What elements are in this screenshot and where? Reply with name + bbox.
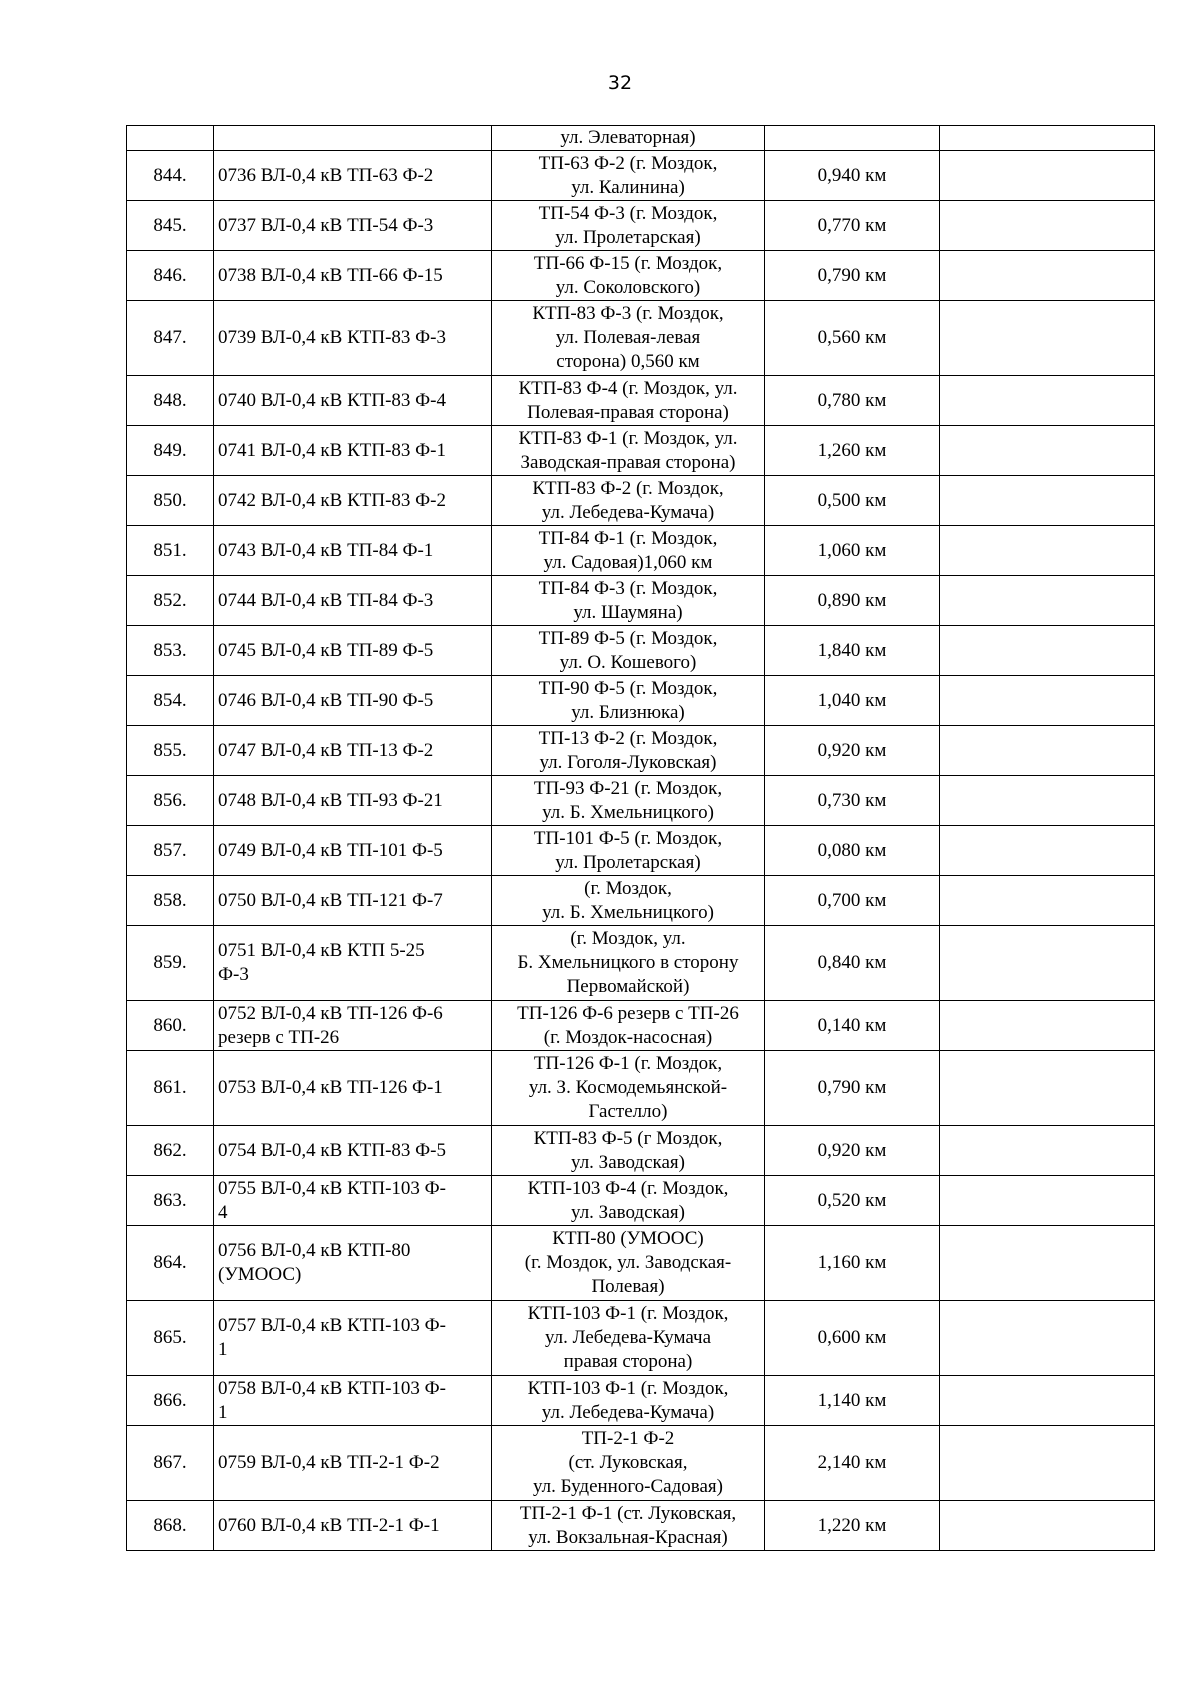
note-cell bbox=[940, 301, 1155, 376]
object-name-cell: 0756 ВЛ-0,4 кВ КТП-80 (УМООС) bbox=[214, 1226, 492, 1301]
location-cell: ул. Элеваторная) bbox=[492, 126, 765, 151]
object-name-cell: 0753 ВЛ-0,4 кВ ТП-126 Ф-1 bbox=[214, 1051, 492, 1126]
object-name-cell: 0754 ВЛ-0,4 кВ КТП-83 Ф-5 bbox=[214, 1126, 492, 1176]
length-cell: 0,080 км bbox=[765, 826, 940, 876]
table-row bbox=[127, 776, 1155, 826]
row-number-cell: 860. bbox=[127, 1001, 214, 1051]
location-cell: КТП-103 Ф-1 (г. Моздок, ул. Лебедева-Кумача) bbox=[492, 1376, 765, 1426]
length-cell: 0,700 км bbox=[765, 876, 940, 926]
row-number-cell: 864. bbox=[127, 1226, 214, 1301]
row-number-cell: 847. bbox=[127, 301, 214, 376]
note-cell bbox=[940, 1051, 1155, 1126]
note-cell bbox=[940, 1176, 1155, 1226]
object-name-cell: 0755 ВЛ-0,4 кВ КТП-103 Ф- 4 bbox=[214, 1176, 492, 1226]
object-name-cell: 0750 ВЛ-0,4 кВ ТП-121 Ф-7 bbox=[214, 876, 492, 926]
row-number-cell: 856. bbox=[127, 776, 214, 826]
note-cell bbox=[940, 926, 1155, 1001]
length-cell: 0,140 км bbox=[765, 1001, 940, 1051]
row-number-cell: 854. bbox=[127, 676, 214, 726]
table-row bbox=[127, 476, 1155, 526]
object-name-cell: 0759 ВЛ-0,4 кВ ТП-2-1 Ф-2 bbox=[214, 1426, 492, 1501]
length-cell: 0,840 км bbox=[765, 926, 940, 1001]
row-number-cell: 863. bbox=[127, 1176, 214, 1226]
row-number-cell: 866. bbox=[127, 1376, 214, 1426]
location-cell: КТП-83 Ф-3 (г. Моздок, ул. Полевая-левая сторона) 0,560 км bbox=[492, 301, 765, 376]
object-name-cell: 0737 ВЛ-0,4 кВ ТП-54 Ф-3 bbox=[214, 201, 492, 251]
note-cell bbox=[940, 776, 1155, 826]
row-number-cell: 849. bbox=[127, 426, 214, 476]
location-cell: ТП-66 Ф-15 (г. Моздок, ул. Соколовского) bbox=[492, 251, 765, 301]
location-cell: КТП-83 Ф-4 (г. Моздок, ул. Полевая-правая сторона) bbox=[492, 376, 765, 426]
note-cell bbox=[940, 251, 1155, 301]
location-cell: ТП-13 Ф-2 (г. Моздок, ул. Гоголя-Луковская) bbox=[492, 726, 765, 776]
object-name-cell: 0743 ВЛ-0,4 кВ ТП-84 Ф-1 bbox=[214, 526, 492, 576]
length-cell: 1,220 км bbox=[765, 1501, 940, 1551]
table-row bbox=[127, 676, 1155, 726]
location-cell: ТП-126 Ф-6 резерв с ТП-26 (г. Моздок-насосная) bbox=[492, 1001, 765, 1051]
table-row bbox=[127, 1051, 1155, 1126]
row-number-cell bbox=[127, 126, 214, 151]
table-row bbox=[127, 1376, 1155, 1426]
length-cell: 0,560 км bbox=[765, 301, 940, 376]
table-body bbox=[127, 126, 1155, 1551]
location-cell: (г. Моздок, ул. Б. Хмельницкого в сторону Первомайской) bbox=[492, 926, 765, 1001]
row-number-cell: 848. bbox=[127, 376, 214, 426]
table-row bbox=[127, 1176, 1155, 1226]
table-row bbox=[127, 626, 1155, 676]
object-name-cell: 0747 ВЛ-0,4 кВ ТП-13 Ф-2 bbox=[214, 726, 492, 776]
object-name-cell: 0760 ВЛ-0,4 кВ ТП-2-1 Ф-1 bbox=[214, 1501, 492, 1551]
object-name-cell: 0749 ВЛ-0,4 кВ ТП-101 Ф-5 bbox=[214, 826, 492, 876]
row-number-cell: 857. bbox=[127, 826, 214, 876]
table-row bbox=[127, 1301, 1155, 1376]
row-number-cell: 851. bbox=[127, 526, 214, 576]
object-name-cell bbox=[214, 126, 492, 151]
note-cell bbox=[940, 201, 1155, 251]
note-cell bbox=[940, 1226, 1155, 1301]
table-row bbox=[127, 876, 1155, 926]
note-cell bbox=[940, 476, 1155, 526]
object-name-cell: 0758 ВЛ-0,4 кВ КТП-103 Ф- 1 bbox=[214, 1376, 492, 1426]
row-number-cell: 859. bbox=[127, 926, 214, 1001]
location-cell: (г. Моздок, ул. Б. Хмельницкого) bbox=[492, 876, 765, 926]
row-number-cell: 867. bbox=[127, 1426, 214, 1501]
table-row bbox=[127, 251, 1155, 301]
length-cell bbox=[765, 126, 940, 151]
object-name-cell: 0757 ВЛ-0,4 кВ КТП-103 Ф- 1 bbox=[214, 1301, 492, 1376]
table-row bbox=[127, 1501, 1155, 1551]
length-cell: 0,600 км bbox=[765, 1301, 940, 1376]
table-row bbox=[127, 301, 1155, 376]
object-name-cell: 0740 ВЛ-0,4 кВ КТП-83 Ф-4 bbox=[214, 376, 492, 426]
note-cell bbox=[940, 1126, 1155, 1176]
object-name-cell: 0748 ВЛ-0,4 кВ ТП-93 Ф-21 bbox=[214, 776, 492, 826]
length-cell: 0,920 км bbox=[765, 726, 940, 776]
object-name-cell: 0746 ВЛ-0,4 кВ ТП-90 Ф-5 bbox=[214, 676, 492, 726]
table-row bbox=[127, 426, 1155, 476]
note-cell bbox=[940, 726, 1155, 776]
row-number-cell: 845. bbox=[127, 201, 214, 251]
object-name-cell: 0751 ВЛ-0,4 кВ КТП 5-25 Ф-3 bbox=[214, 926, 492, 1001]
continuation-row bbox=[127, 126, 1155, 151]
length-cell: 1,840 км bbox=[765, 626, 940, 676]
power-line-registry-table bbox=[126, 125, 1155, 1551]
note-cell bbox=[940, 151, 1155, 201]
row-number-cell: 862. bbox=[127, 1126, 214, 1176]
table-row bbox=[127, 1426, 1155, 1501]
location-cell: ТП-84 Ф-3 (г. Моздок, ул. Шаумяна) bbox=[492, 576, 765, 626]
table-row bbox=[127, 576, 1155, 626]
row-number-cell: 853. bbox=[127, 626, 214, 676]
note-cell bbox=[940, 626, 1155, 676]
note-cell bbox=[940, 876, 1155, 926]
location-cell: ТП-2-1 Ф-1 (ст. Луковская, ул. Вокзальная-Красная) bbox=[492, 1501, 765, 1551]
object-name-cell: 0752 ВЛ-0,4 кВ ТП-126 Ф-6 резерв с ТП-26 bbox=[214, 1001, 492, 1051]
length-cell: 0,920 км bbox=[765, 1126, 940, 1176]
row-number-cell: 855. bbox=[127, 726, 214, 776]
location-cell: ТП-90 Ф-5 (г. Моздок, ул. Близнюка) bbox=[492, 676, 765, 726]
location-cell: КТП-83 Ф-1 (г. Моздок, ул. Заводская-правая сторона) bbox=[492, 426, 765, 476]
object-name-cell: 0738 ВЛ-0,4 кВ ТП-66 Ф-15 bbox=[214, 251, 492, 301]
location-cell: КТП-83 Ф-2 (г. Моздок, ул. Лебедева-Кумача) bbox=[492, 476, 765, 526]
note-cell bbox=[940, 676, 1155, 726]
note-cell bbox=[940, 526, 1155, 576]
page-number: 32 bbox=[607, 72, 633, 94]
length-cell: 0,730 км bbox=[765, 776, 940, 826]
location-cell: ТП-84 Ф-1 (г. Моздок, ул. Садовая)1,060 км bbox=[492, 526, 765, 576]
note-cell bbox=[940, 576, 1155, 626]
length-cell: 2,140 км bbox=[765, 1426, 940, 1501]
note-cell bbox=[940, 1501, 1155, 1551]
location-cell: ТП-89 Ф-5 (г. Моздок, ул. О. Кошевого) bbox=[492, 626, 765, 676]
table-row bbox=[127, 201, 1155, 251]
length-cell: 1,140 км bbox=[765, 1376, 940, 1426]
row-number-cell: 844. bbox=[127, 151, 214, 201]
object-name-cell: 0744 ВЛ-0,4 кВ ТП-84 Ф-3 bbox=[214, 576, 492, 626]
length-cell: 0,940 км bbox=[765, 151, 940, 201]
row-number-cell: 868. bbox=[127, 1501, 214, 1551]
object-name-cell: 0745 ВЛ-0,4 кВ ТП-89 Ф-5 bbox=[214, 626, 492, 676]
table-row bbox=[127, 1001, 1155, 1051]
note-cell bbox=[940, 826, 1155, 876]
length-cell: 1,160 км bbox=[765, 1226, 940, 1301]
length-cell: 0,780 км bbox=[765, 376, 940, 426]
object-name-cell: 0741 ВЛ-0,4 кВ КТП-83 Ф-1 bbox=[214, 426, 492, 476]
location-cell: КТП-83 Ф-5 (г Моздок, ул. Заводская) bbox=[492, 1126, 765, 1176]
table-row bbox=[127, 1226, 1155, 1301]
location-cell: ТП-63 Ф-2 (г. Моздок, ул. Калинина) bbox=[492, 151, 765, 201]
length-cell: 1,060 км bbox=[765, 526, 940, 576]
note-cell bbox=[940, 1001, 1155, 1051]
table-row bbox=[127, 726, 1155, 776]
length-cell: 1,260 км bbox=[765, 426, 940, 476]
note-cell bbox=[940, 1426, 1155, 1501]
note-cell bbox=[940, 126, 1155, 151]
length-cell: 0,790 км bbox=[765, 251, 940, 301]
length-cell: 0,890 км bbox=[765, 576, 940, 626]
table-row bbox=[127, 1126, 1155, 1176]
row-number-cell: 865. bbox=[127, 1301, 214, 1376]
object-name-cell: 0739 ВЛ-0,4 кВ КТП-83 Ф-3 bbox=[214, 301, 492, 376]
location-cell: ТП-2-1 Ф-2 (ст. Луковская, ул. Буденного-Садовая) bbox=[492, 1426, 765, 1501]
location-cell: КТП-80 (УМООС) (г. Моздок, ул. Заводская- Полевая) bbox=[492, 1226, 765, 1301]
note-cell bbox=[940, 1301, 1155, 1376]
note-cell bbox=[940, 376, 1155, 426]
length-cell: 1,040 км bbox=[765, 676, 940, 726]
location-cell: КТП-103 Ф-4 (г. Моздок, ул. Заводская) bbox=[492, 1176, 765, 1226]
table-row bbox=[127, 826, 1155, 876]
row-number-cell: 846. bbox=[127, 251, 214, 301]
table-row bbox=[127, 926, 1155, 1001]
location-cell: ТП-126 Ф-1 (г. Моздок, ул. З. Космодемьянской- Гастелло) bbox=[492, 1051, 765, 1126]
table-row bbox=[127, 151, 1155, 201]
location-cell: КТП-103 Ф-1 (г. Моздок, ул. Лебедева-Кумача правая сторона) bbox=[492, 1301, 765, 1376]
table-row bbox=[127, 376, 1155, 426]
row-number-cell: 858. bbox=[127, 876, 214, 926]
row-number-cell: 861. bbox=[127, 1051, 214, 1126]
length-cell: 0,520 км bbox=[765, 1176, 940, 1226]
note-cell bbox=[940, 1376, 1155, 1426]
location-cell: ТП-101 Ф-5 (г. Моздок, ул. Пролетарская) bbox=[492, 826, 765, 876]
note-cell bbox=[940, 426, 1155, 476]
length-cell: 0,770 км bbox=[765, 201, 940, 251]
location-cell: ТП-54 Ф-3 (г. Моздок, ул. Пролетарская) bbox=[492, 201, 765, 251]
object-name-cell: 0736 ВЛ-0,4 кВ ТП-63 Ф-2 bbox=[214, 151, 492, 201]
length-cell: 0,500 км bbox=[765, 476, 940, 526]
object-name-cell: 0742 ВЛ-0,4 кВ КТП-83 Ф-2 bbox=[214, 476, 492, 526]
row-number-cell: 850. bbox=[127, 476, 214, 526]
location-cell: ТП-93 Ф-21 (г. Моздок, ул. Б. Хмельницкого) bbox=[492, 776, 765, 826]
length-cell: 0,790 км bbox=[765, 1051, 940, 1126]
table-row bbox=[127, 526, 1155, 576]
row-number-cell: 852. bbox=[127, 576, 214, 626]
